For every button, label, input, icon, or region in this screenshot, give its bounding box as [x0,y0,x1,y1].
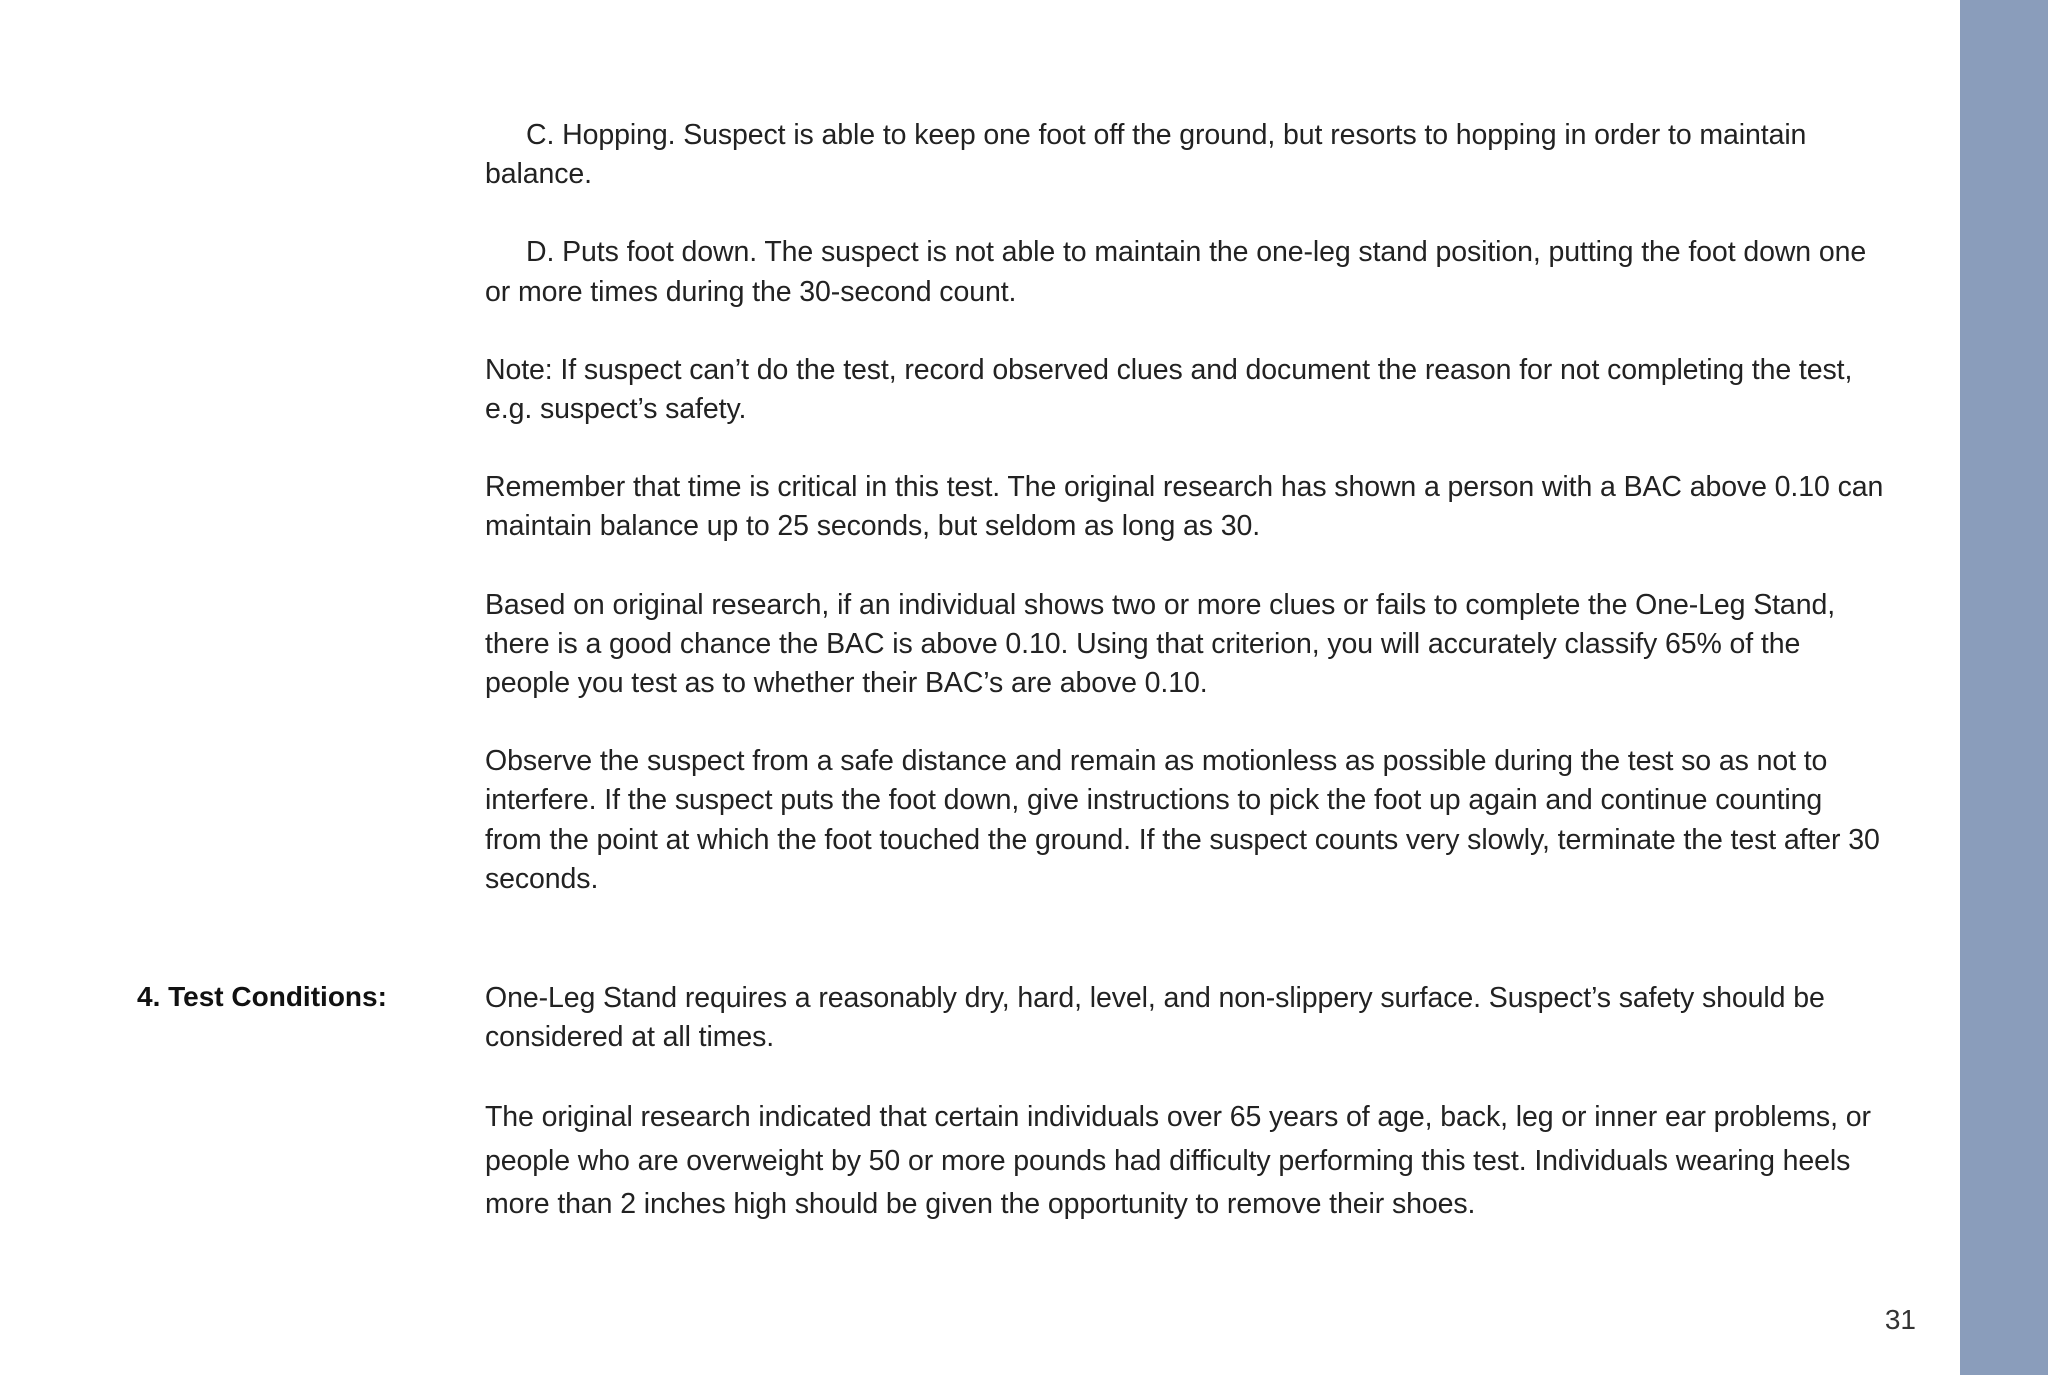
paragraph-note: Note: If suspect can’t do the test, record observed clues and document the reason for not completing the test, e.g. suspect’s safety. [485,353,1853,426]
body-text [485,116,1885,938]
paragraph-observe-suspect: Observe the suspect from a safe distance and remain as motionless as possible during the test so as not to interfere. If the suspect puts the foot down, give instructions to pick the foot up again and continue counting from the point at which the foot touched the ground. If the suspect counts very slowly, terminate the test after 30 seconds. [485,745,1880,895]
page-number: 31 [1884,1304,1916,1335]
section-heading: 4. Test Conditions: [137,981,387,1012]
paragraph-individuals: The original research indicated that certain individuals over 65 years of age, back, leg or inner ear problems, or people who are overweight by 50 or more pounds had difficulty performing this test. Individuals wearing heels more than 2 inches high should be given the opportunity to remove their shoes. [485,1101,1871,1221]
paragraph-time-critical: Remember that time is critical in this test. The original research has shown a person with a BAC above 0.10 can maintain balance up to 25 seconds, but seldom as long as 30. [485,471,1884,543]
paragraph-original-research: Based on original research, if an individual shows two or more clues or fails to complete the One-Leg Stand, there is a good chance the BAC is above 0.10. Using that criterion, you will accurately classify 65% of the people you test as to whether their BAC’s are above 0.10. [485,588,1836,700]
paragraph-puts-foot-down: D. Puts foot down. The suspect is not able to maintain the one-leg stand position, putting the foot down one or more times during the 30-second count. [485,236,1867,308]
paragraph-hopping: C. Hopping. Suspect is able to keep one foot off the ground, but resorts to hopping in order to maintain balance. [485,119,1807,191]
side-color-bar [1960,0,2048,1375]
section-body [485,979,1885,1266]
paragraph-surface: One-Leg Stand requires a reasonably dry, hard, level, and non-slippery surface. Suspect’s safety should be considered at all times. [485,982,1825,1054]
